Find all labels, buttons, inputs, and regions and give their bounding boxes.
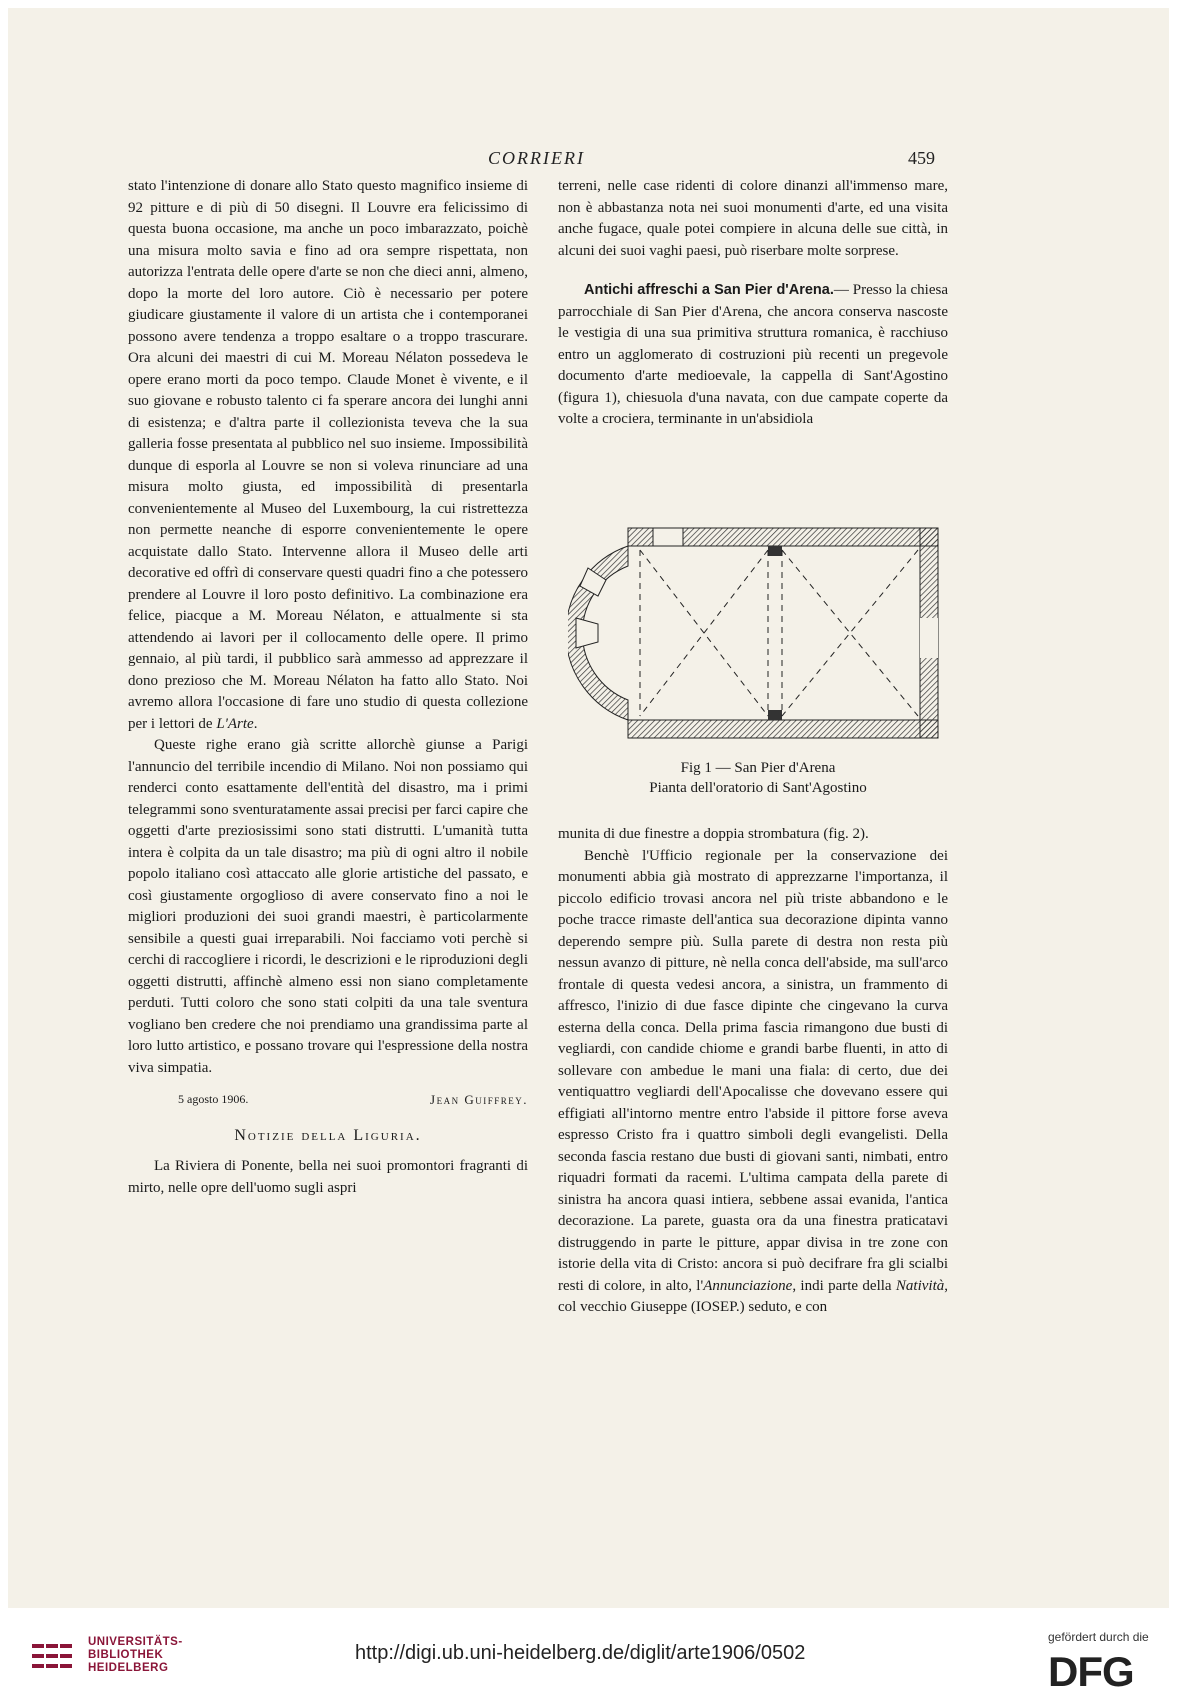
paragraph: terreni, nelle case ridenti di colore dinanzi all'immenso mare, non è abbastanza nota nei suoi monumenti d'arte, ed una visita anche fugace, quale potei compiere in alcuna delle sue città, in alcuni dei suoi vaghi paesi, può riserbare molte sorprese. [558,178,948,259]
east-door-opening [920,618,938,658]
right-column-lower [558,824,948,1319]
paragraph: Antichi affreschi a San Pier d'Arena.— Presso la chiesa parrocchiale di San Pier d'Arena, che ancora conserva nascoste le vestigia di una sua primitiva struttura romanica, è racchiuso entro un agglomerato di costruzioni più recenti un pregevole documento d'arte medioevale, la cappella di Sant'Agostino (figura 1), chiesuola d'una navata, con due campate coperte da volte a crociera, terminante in un'absidiola [558,282,948,427]
running-title: CORRIERI [488,148,585,168]
permalink-url[interactable]: http://digi.ub.uni-heidelberg.de/diglit/arte1906/0502 [355,1642,806,1664]
figure-caption-title: Fig 1 — San Pier d'Arena [680,760,836,776]
section-title: Notizie della Liguria. [234,1126,422,1144]
south-wall [628,720,938,738]
author-signature: Jean Guiffrey. [430,1092,528,1107]
artwork-title: Annunciazione [703,1277,793,1294]
university-library-logo-icon [30,1638,76,1678]
figure-caption-subtitle: Pianta dell'oratorio di Sant'Agostino [649,780,867,796]
left-column [128,176,528,1199]
floor-plan-drawing [568,518,948,758]
library-name: UNIVERSITÄTS- BIBLIOTHEK HEIDELBERG [88,1636,183,1674]
paragraph: munita di due finestre a doppia strombatura (fig. 2). [558,826,869,842]
paragraph: Benchè l'Ufficio regionale per la conservazione dei monumenti abbia già mostrato di apprezzarne l'importanza, il piccolo edificio trovasi ancora nel più triste abbandono e le poche tracce rimaste dell'antica sua decorazione dipinta vanno deperendo sempre più. Sulla parete di destra non resta più nessun avanzo di pitture, nè nella conca dell'abside, ma sull'arco frontale di questa vedesi ancora, a sinistra, un frammento di affresco, l'inizio di due fasce dipinte che cingevano la curva esterna della conca. Della prima fascia rimangono due busti di vegliardi, con candide chiome e grandi barbe fluenti, in atto di sollevare con ambedue le mani una fiala: di certo, due dei ventiquattro vegliardi dell'Apocalisse che dovevano essere qui effigiati all'intorno mentre entro l'abside il pittore forse aveva espresso Cristo fra i quattro simboli degli evangelisti. Della seconda fascia restano due busti di giovani santi, nimbati, entro riquadri formati da racemi. L'ultima campata della parete di sinistra ha ancora quasi intiera, sebbene assai evanida, l'antica decorazione. La parete, guasta ora da una finestra praticatavi distruggendo in parte le pitture, appar divisa in tre zone con istorie della vita di Cristo: ancora si può decifrare fra gli scialbi resti di colore, in alto, l'Annunciazione, indi parte della Natività, col vecchio Giuseppe (IOSEP.) seduto, e con [558,847,948,1315]
vault-lines [640,550,918,716]
paragraph: La Riviera di Ponente, bella nei suoi promontori fragranti di mirto, nelle opre dell'uomo sugli aspri [128,1158,528,1196]
dfg-logo: DFG [1048,1648,1134,1695]
article-heading: Antichi affreschi a San Pier d'Arena. [584,282,834,298]
apse-window [576,618,598,648]
digitization-footer [0,1610,1177,1701]
scanned-page [8,8,1169,1608]
floor-plan-figure [568,518,948,798]
north-window [653,528,683,546]
journal-title: L'Arte [216,715,254,732]
right-column [558,176,948,431]
paragraph: stato l'intenzione di donare allo Stato questo magnifico insieme di 92 pitture e di più di 50 disegni. Il Louvre era felicissimo di questa buona occasione, ma anche un poco imbarazzato, poichè una misura molto savia e fino ad ora sempre rispettata, non autorizza l'entrata delle opere d'arte se non che dieci anni, almeno, dopo la morte del loro autore. Ciò è necessario per potere giudicare giustamente il valore di un artista che i contemporanei possono avere tendenza a troppo esaltare o a troppo trascurare. Ora alcuni dei maestri di cui M. Moreau Nélaton possedeva le opere erano morti da poco tempo. Claude Monet è vivente, e il suo giovane e robusto talento ci fa sperare ancora dei lunghi anni di esistenza; e d'altra parte il collezionista teveva che la sua galleria fosse presentata al pubblico nel suo insieme. Impossibilità dunque di esporla al Louvre se non si voleva rinunciare ad una misura molto giusta, ed impossibilità di presentarla convenientemente al Museo del Luxembourg, la cui ristrettezza non permette neanche di esporre convenientemente le opere acquistate dallo Stato. Intervenne allora il Museo delle arti decorative ed offrì di conservare questi quadri fino a che potessero prendere al Louvre il loro posto definitivo. La combinazione era felice, piacque a M. Moreau Nélaton, e attualmente si sta attendendo ai lavori per il collocamento delle opere. Il primo gennaio, al più tardi, il pubblico sarà ammesso ad apprezzare il dono prezioso che M. Moreau Nélaton ha fatto allo Stato. Noi avremo allora l'occasione di fare uno studio di questa collezione per i lettori de L'Arte. [128,178,528,732]
signature-line [128,1089,528,1111]
letter-date: 5 agosto 1906. [178,1092,249,1106]
funding-label: gefördert durch die [1048,1630,1149,1644]
artwork-title: Natività [895,1277,945,1294]
transverse-arch-pier-north [768,546,782,556]
page-number: 459 [908,148,935,168]
paragraph: Queste righe erano già scritte allorchè giunse a Parigi l'annuncio del terribile incendio di Milano. Noi non possiamo qui renderci conto esattamente dell'entità del disastro, ma i primi telegrammi sono sventuratamente assai precisi per farci capire che oggetti d'arte preziosissimi sono stati distrutti. L'umanità tutta intera è colpita da un tale disastro; ma più di ogni altro il nobile popolo italiano così attaccato alle glorie artistiche del passato, e così giustamente orgoglioso di avere conservato fino a noi le migliori produzioni dei suoi grandi maestri, è particolarmente sensibile a questi guai irreparabili. Noi facciamo voti perchè si cerchi di raccogliere i ricordi, le descrizioni e le riproduzioni degli oggetti distrutti, affinchè almeno essi non siano completamente perduti. Tutti coloro che sono stati colpiti da una tale sventura vogliano ben credere che noi prendiamo una grandissima parte al loro lutto artistico, e possano trovare qui l'espressione della nostra viva simpatia. [128,737,528,1076]
transverse-arch-pier-south [768,710,782,720]
